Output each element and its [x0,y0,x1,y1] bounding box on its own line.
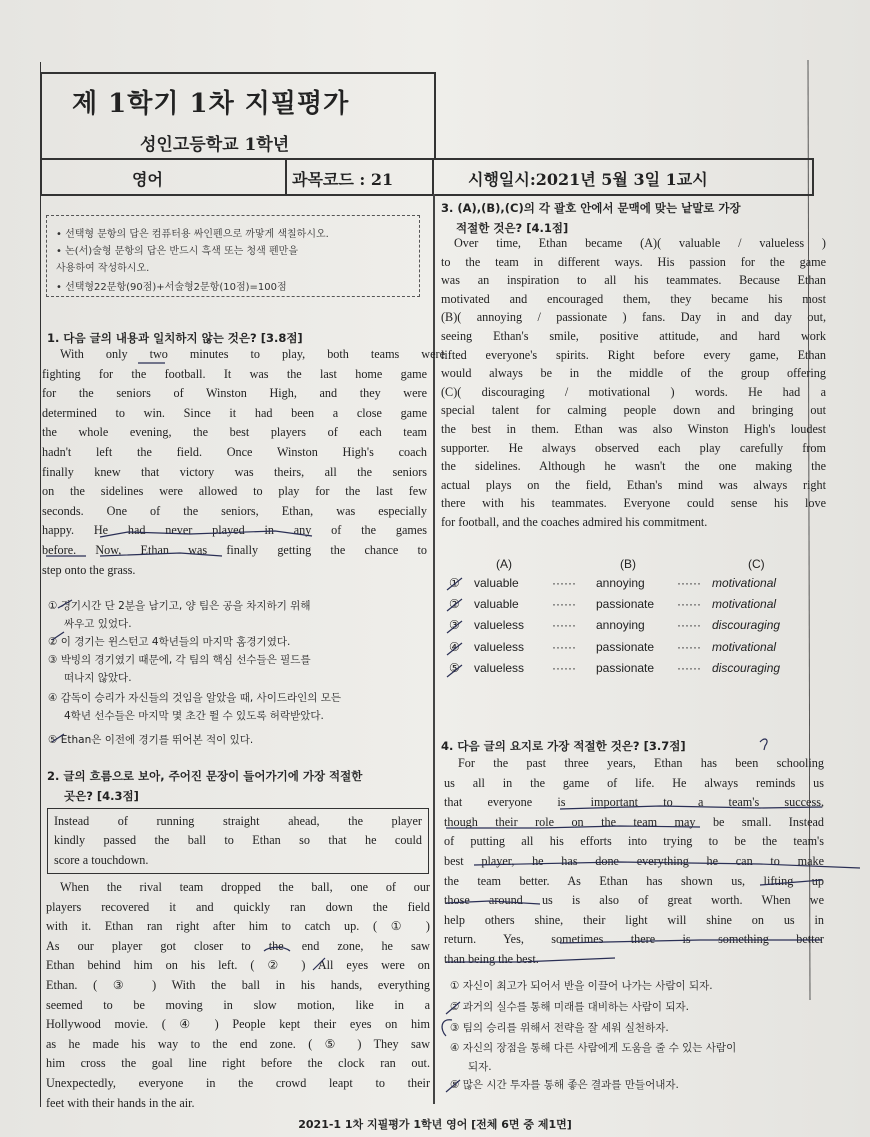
q3-table-cell: ① [449,576,460,590]
subject: 영어 [132,170,163,189]
q1-text-line: for the seniors of Winston High, and they were [42,386,427,401]
q3-table-cell: discouraging [712,618,781,633]
q2-given-line: Instead of running straight ahead, the player [54,814,422,828]
pen-mark [446,1080,460,1092]
notice-line: • 선택형 문항의 답은 컴퓨터용 싸인펜으로 까맣게 색칠하시오. [56,229,329,240]
q3-text-line: would always be in the middle of the group offering [441,366,826,381]
q1-option: 4학년 선수들은 마지막 몇 초간 뛸 수 있도록 허락받았다. [64,710,324,722]
q2-text-line: feet with their hands in the air. [46,1095,195,1110]
q1-text-line: finally knew that victory was theirs, all the seniors [42,464,427,479]
q2-stem-cont: 곳은? [4.3점] [64,789,139,803]
q1-text-line: determined to win. Since it had been a close game [42,405,427,420]
q3-table-header: (A) [496,557,512,571]
q4-text-line: For the past three years, Ethan has been schooling [458,756,824,770]
pen-mark [447,643,462,655]
q4-option: ③ 팀의 승리를 위해서 전략을 잘 세워 실천하자. [450,1022,669,1034]
pen-underline [474,862,860,868]
pen-mark [447,621,462,633]
q4-text-line: help others shine, their light will shine on us in [444,912,824,927]
q4-text-line: us all in the game of life. He always reminds us [444,775,824,790]
q2-text-line: Hollywood movie. ( ④ ) People kept their eyes on him [46,1017,430,1032]
q4-option: 되자. [468,1061,492,1073]
q3-table-cell: ······ [677,597,701,612]
notice-line: • 선택형22문항(90점)+서술형2문항(10점)=100점 [56,282,287,293]
q4-option: ① 자신이 최고가 되어서 반을 이끌어 나가는 사람이 되자. [450,980,713,992]
q3-table-cell: ······ [552,576,576,590]
q1-text-line: the whole evening, the best players of each team [42,425,427,440]
q2-text-line: players recovered it and quickly ran down the field [46,899,430,914]
subject-code: 과목코드 : 21 [292,170,394,189]
page-footer: 2021-1 1차 지필평가 1학년 영어 [전체 6면 중 제1면] [298,1118,572,1131]
pen-mark [447,599,462,611]
q3-text-line: supporter. He always observed each play carefully from [441,440,826,455]
q3-text-line: for football, and the coaches admired his commitment. [441,515,708,529]
pen-underline [760,880,822,885]
q3-table-cell: ······ [552,660,576,675]
q1-text-line: seconds. One of the seniors, Ethan, was especially [42,503,427,518]
q3-table-cell: annoying [596,618,645,633]
q2-text-line: Unexpectedly, everyone in the crowd leapt to their [46,1076,430,1090]
q3-table-cell: ······ [677,639,701,654]
pen-underline [560,940,822,943]
q3-table-cell: motivational [712,639,777,654]
pen-underline [560,806,822,809]
q2-text-line: him cross the goal line right before the clock ran out. [46,1056,430,1071]
pen-mark [442,1020,452,1036]
q3-table-cell: valueless [474,618,525,633]
q2-stem: 2. 글의 흐름으로 보아, 주어진 문장이 들어가기에 가장 적절한 [47,769,363,783]
pen-underline [446,958,615,962]
q3-table-header: (B) [620,557,636,571]
q3-table-cell: ······ [677,576,701,590]
pen-underline [446,901,540,904]
q3-table-header: (C) [748,557,765,571]
q1-stem: 1. 다음 글의 내용과 일치하지 않는 것은? [3.8점] [47,331,303,345]
q3-table-cell: discouraging [712,660,781,675]
q3-table-cell: annoying [596,576,645,590]
q3-text-line: motivated and encouraged them, they became his most [441,291,826,306]
q1-option: ③ 박빙의 경기였기 때문에, 각 팀의 핵심 선수들은 필드를 [48,654,311,666]
q3-table-cell: ······ [552,597,576,612]
q1-option: ④ 감독이 승리가 자신들의 것임을 알았을 때, 사이드라인의 모든 [48,692,342,704]
pen-mark [313,958,325,970]
q3-text-line: was an inspiration to all his teammates. Because Ethan [441,273,826,288]
pen-mark [52,632,64,640]
pen-underline [100,531,312,537]
q3-text-line: Over time, Ethan became (A)( valuable / valueless ) [454,236,826,250]
q3-table-cell: ⑤ [449,660,460,675]
q3-text-line: lifted everyone's spirits. Right before every game, Ethan [441,347,826,362]
q4-text-line: though their role on the team may be small. Instead [444,814,824,829]
q4-text-line: than being the best. [444,952,539,966]
pen-mark [446,1002,460,1014]
q2-text-line: When the rival team dropped the ball, one of our [60,880,430,894]
q1-option: 싸우고 있었다. [64,618,132,630]
pen-mark [52,734,64,742]
q3-text-line: (B)( annoying / passionate ) fans. Day in and day out, [441,310,826,325]
school-name: 성인고등학교 1학년 [140,135,290,155]
q2-text-line: As our player got closer to the end zone, he saw [46,938,430,953]
q2-given-line: kindly passed the ball to Ethan so that he could [54,833,422,847]
notice-line: • 논(서)술형 문항의 답은 반드시 흑색 또는 청색 펜만을 [56,246,298,257]
q3-table-cell: passionate [596,639,655,654]
q2-text-line: as he made his way to the end zone. ( ⑤ ) They saw [46,1036,430,1051]
pen-mark [447,578,462,590]
q2-text-line: Ethan. ( ③ ) With the ball in his hands, everything [46,978,430,992]
pen-mark [447,665,462,677]
q3-table-cell: ······ [677,618,701,633]
q3-text-line: the best in them. Ethan was also Winston High's loudest [441,422,826,436]
q3-table-cell: ······ [677,660,701,675]
pen-underline [264,947,290,951]
q3-table-cell: passionate [596,660,655,675]
q1-text-line: before. Now, Ethan was finally getting the chance to [42,543,427,557]
q3-table-cell: motivational [712,597,777,612]
pen-underline [446,826,700,828]
q3-text-line: seeing Ethan's smile, positive attitude, and hard work [441,329,826,343]
q4-text-line: of putting all his efforts into trying to be the team's [444,834,824,849]
pen-mark [58,600,72,608]
q3-table-cell: valueless [474,639,525,654]
q1-text-line: happy. He had never played in any of the games [42,523,427,538]
q3-table-cell: ④ [449,639,460,654]
q1-option: ⑤ Ethan은 이전에 경기를 뛰어본 적이 있다. [48,734,254,746]
q3-table-cell: ② [449,597,460,612]
q3-text-line: actual plays on the field, Ethan's mind was always right [441,477,826,492]
q2-text-line: Ethan behind him on his left. ( ② ) All eyes were on [46,958,430,973]
q3-text-line: (C)( discouraging / motivational ) words. He had a [441,384,826,399]
q3-text-line: special talent for calming people down and bringing out [441,403,826,418]
q3-table-cell: valuable [474,597,519,612]
exam-title: 제 1학기 1차 지필평가 [72,89,350,119]
q2-text-line: seemed to be moving in slow motion, like in a [46,997,430,1012]
q3-table-cell: ······ [552,618,576,633]
q3-table-cell: valuable [474,576,519,590]
q4-text-line: best player, he has done everything he can to make [444,854,824,868]
q3-text-line: the sidelines. Although he wasn't the one making the [441,459,826,474]
q1-text-line: fighting for the football. It was the last home game [42,366,427,381]
q3-table-cell: ······ [552,639,576,654]
exam-date: 시행일시:2021년 5월 3일 1교시 [468,170,708,189]
q4-text-line: return. Yes, sometimes there is something better [444,932,824,947]
q1-option: ① 경기시간 단 2분을 남기고, 양 팀은 공을 차지하기 위해 [48,600,311,612]
pen-underline [100,553,222,556]
q4-text-line: those around us is also of great worth. When we [444,893,824,908]
q3-table-cell: motivational [712,576,777,590]
q2-text-line: with it. Ethan ran right after him to catch up. ( ① ) [46,919,430,934]
q2-given-line: score a touchdown. [54,853,149,867]
q1-text-line: on the sidelines were allowed to play for the last few [42,484,427,499]
q3-table-cell: valueless [474,660,525,675]
q1-option: 떠나지 않았다. [64,672,132,684]
q4-option: ⑤ 많은 시간 투자를 통해 좋은 결과를 만들어내자. [450,1079,679,1091]
q3-text-line: to the team in different ways. His passion for the game [441,254,826,269]
q4-stem: 4. 다음 글의 요지로 가장 적절한 것은? [3.7점] [441,739,686,753]
notice-line: 사용하여 작성하시오. [56,263,150,274]
page-edge-line [808,60,810,1000]
q1-option: ② 이 경기는 윈스턴고 4학년들의 마지막 홈경기였다. [48,636,291,648]
q1-text-line: step onto the grass. [42,562,136,577]
q1-text-line: With only two minutes to play, both teams were [60,347,445,361]
q4-text-line: that everyone is important to a team's success, [444,795,824,810]
q4-text-line: the team better. As Ethan has shown us, lifting up [444,873,824,888]
q3-stem: 3. (A),(B),(C)의 각 괄호 안에서 문맥에 맞는 낱말로 가장 [441,201,741,215]
pen-mark [760,739,767,750]
q4-option: ④ 자신의 장점을 통해 다른 사람에게 도움을 줄 수 있는 사람이 [450,1042,737,1054]
q1-text-line: hadn't left the field. Once Winston High's coach [42,445,427,459]
q3-table-cell: ③ [449,618,460,633]
q3-stem-cont: 적절한 것은? [4.1점] [456,221,569,235]
q3-text-line: there with his teammates. Everyone could sense his love [441,496,826,511]
q3-table-cell: passionate [596,597,655,612]
q4-option: ② 과거의 실수를 통해 미래를 대비하는 사람이 되자. [450,1001,689,1013]
